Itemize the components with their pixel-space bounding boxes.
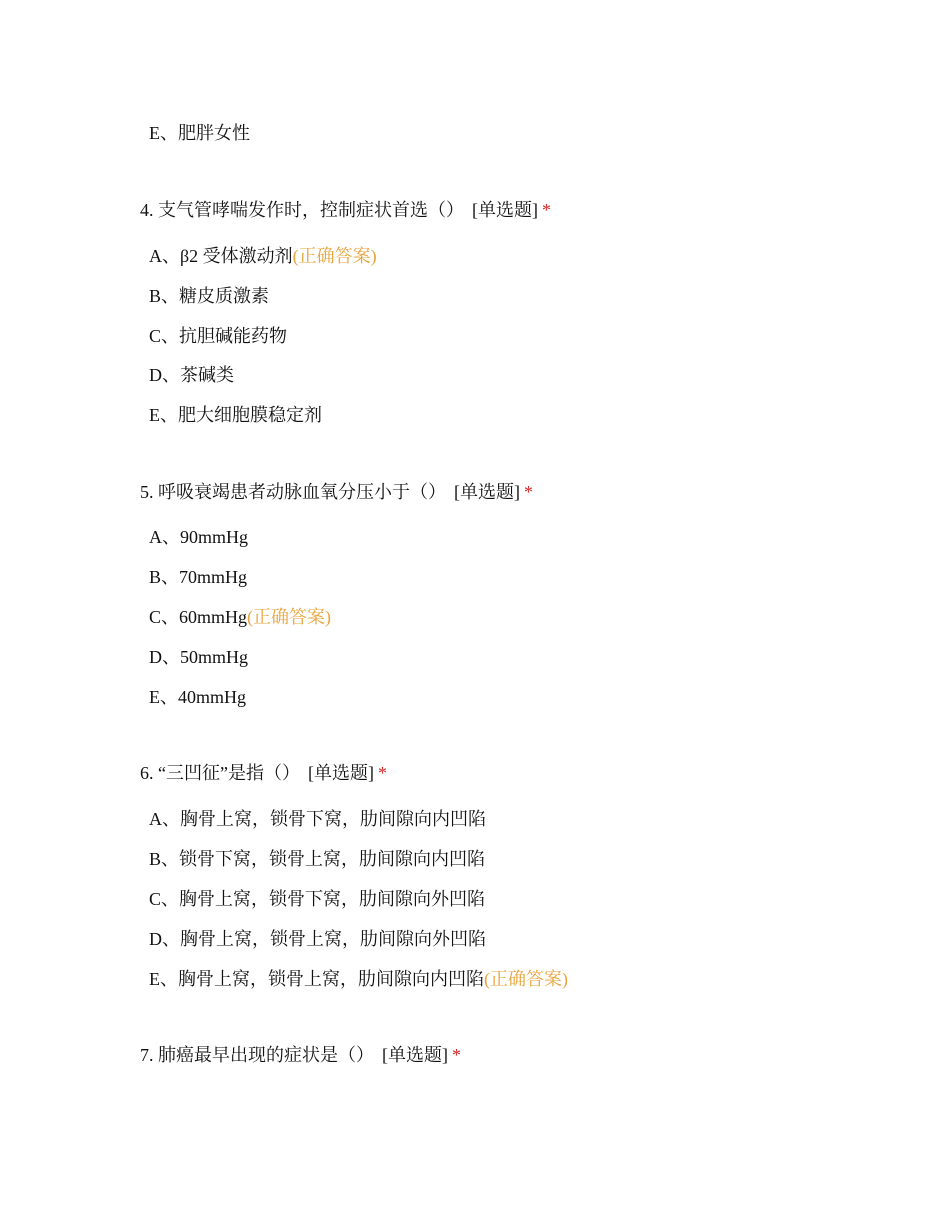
correct-answer-label: (正确答案) [484,969,568,989]
question-4-title [140,198,551,222]
required-star: * [542,200,551,220]
option-text: B、70mmHg [149,567,248,587]
option-text: A、胸骨上窝，锁骨下窝，肋间隙向内凹陷 [149,809,486,829]
question-6-option-b [149,847,485,871]
option-text: E、40mmHg [149,687,246,707]
option-text: E、胸骨上窝，锁骨上窝，肋间隙向内凹陷 [149,969,484,989]
required-star: * [452,1045,461,1065]
question-title-text: 4. 支气管哮喘发作时，控制症状首选（） [140,200,464,220]
question-6-option-d [149,927,486,951]
question-7-title [140,1043,461,1067]
question-5-option-d [149,645,248,669]
option-text: D、50mmHg [149,647,248,667]
question-5-option-e [149,685,246,709]
option-text: B、锁骨下窝，锁骨上窝，肋间隙向内凹陷 [149,849,486,869]
option-text: C、胸骨上窝，锁骨下窝，肋间隙向外凹陷 [149,889,486,909]
option-text: C、60mmHg [149,607,248,627]
question-title-text: 6. “三凹征”是指（） [140,763,300,783]
option-e-prev [149,121,250,145]
option-text: C、抗胆碱能药物 [149,326,288,346]
question-6-option-c [149,887,485,911]
question-title-text: 5. 呼吸衰竭患者动脉血氧分压小于（） [140,482,446,502]
question-title-text: 7. 肺癌最早出现的症状是（） [140,1045,374,1065]
question-4-option-a [149,244,377,268]
question-type: [单选题] [307,763,374,783]
question-4-option-b [149,284,269,308]
question-6-title [140,761,387,785]
question-5-option-a [149,525,248,549]
question-type: [单选题] [382,1045,448,1065]
question-type: [单选题] [472,200,538,220]
question-5-title [140,480,533,504]
correct-answer-label: (正确答案) [247,607,332,627]
question-4-option-d [149,363,234,387]
question-type: [单选题] [454,482,520,502]
question-5-option-c [149,605,331,629]
required-star: * [377,763,387,783]
option-text: A、β2 受体激动剂 [149,246,293,266]
option-text: E、肥胖女性 [149,123,250,143]
question-6-option-e [149,967,568,991]
option-text: D、茶碱类 [149,365,234,385]
question-4-option-e [149,403,322,427]
option-text: B、糖皮质激素 [149,286,270,306]
option-text: A、90mmHg [149,527,248,547]
option-text: D、胸骨上窝，锁骨上窝，肋间隙向外凹陷 [149,929,486,949]
question-6-option-a [149,807,486,831]
correct-answer-label: (正确答案) [292,246,377,266]
option-text: E、肥大细胞膜稳定剂 [149,405,322,425]
question-5-option-b [149,565,247,589]
question-4-option-c [149,324,287,348]
required-star: * [524,482,533,502]
